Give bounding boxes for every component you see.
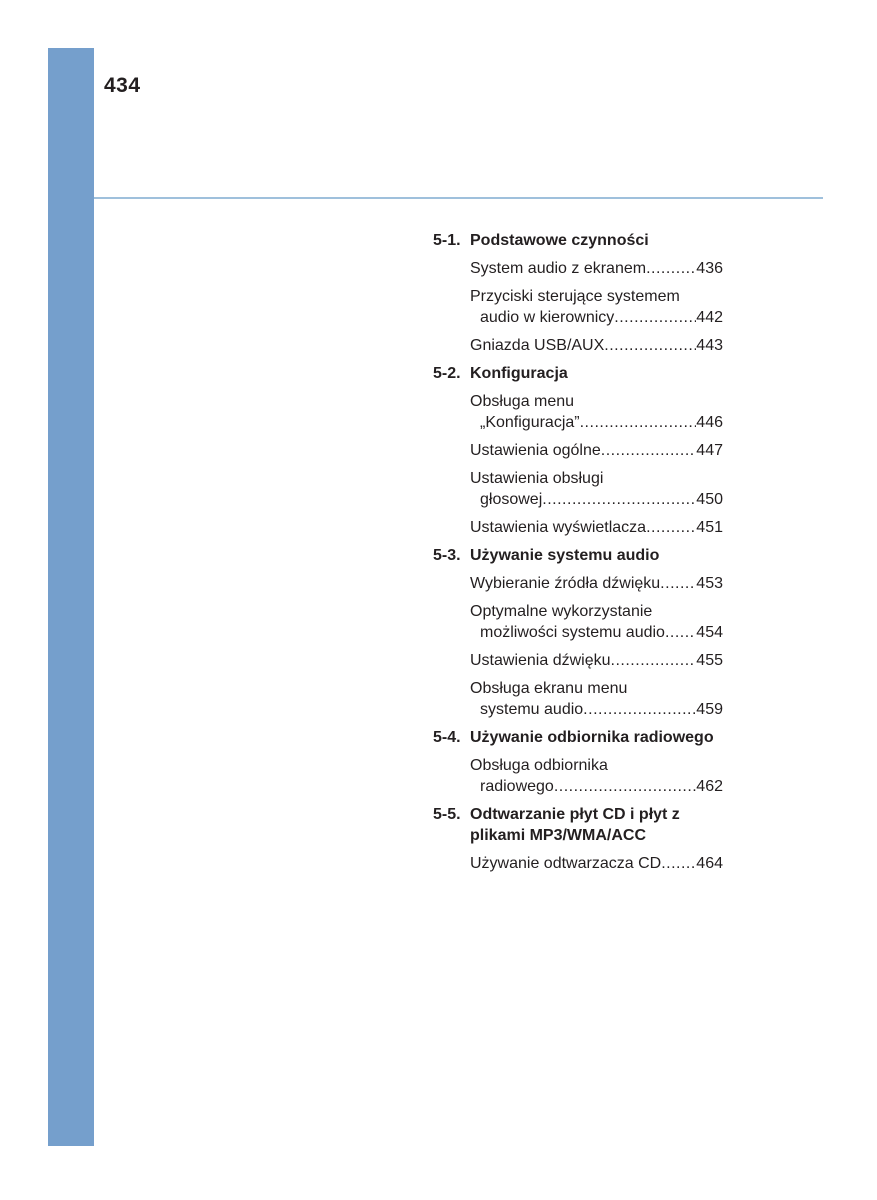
table-of-contents [433,230,723,874]
chapter-sidebar-bar [48,48,94,1146]
dot-leader [554,776,696,797]
toc-entry-page: 464 [696,855,723,872]
toc-entry-page: 451 [696,519,723,536]
toc-entry-page: 454 [696,624,723,641]
toc-entry-title-continued: systemu audio [480,701,584,718]
toc-entry-page: 436 [696,260,723,277]
toc-section-heading[interactable] [433,363,723,384]
toc-entry-page: 447 [696,442,723,459]
toc-section-number: 5-5. [433,806,461,823]
toc-entry-page: 462 [696,778,723,795]
toc-section-title: Używanie systemu audio [470,547,660,564]
dot-leader [580,412,697,433]
dot-leader [583,699,696,720]
header-rule [94,197,823,199]
toc-entry-title: Optymalne wykorzystanie [470,603,653,620]
toc-entry-title: Używanie odtwarzacza CD [470,855,662,872]
toc-section-heading[interactable] [433,804,723,846]
dot-leader [660,573,696,594]
toc-entry[interactable] [470,335,723,356]
dot-leader [604,335,696,356]
toc-entry[interactable] [470,650,723,671]
toc-entry[interactable] [470,601,723,643]
toc-section-title: Podstawowe czynności [470,232,649,249]
toc-section-number: 5-3. [433,547,461,564]
toc-entry-page: 450 [696,491,723,508]
toc-entry[interactable] [470,755,723,797]
dot-leader [614,307,696,328]
dot-leader [542,489,696,510]
toc-entry-title: Obsługa odbiornika [470,757,608,774]
toc-entry-title: Obsługa menu [470,393,575,410]
toc-entry-title-continued: możliwości systemu audio [480,624,665,641]
toc-section-number: 5-4. [433,729,461,746]
toc-entry-title: Obsługa ekranu menu [470,680,628,697]
page-number: 434 [104,74,141,97]
toc-entry-title: Ustawienia wyświetlacza [470,519,647,536]
toc-section-title: Używanie odbiornika radiowego [470,729,714,746]
toc-entry[interactable] [470,573,723,594]
dot-leader [665,622,696,643]
toc-entry-page: 442 [696,309,723,326]
toc-section-number: 5-1. [433,232,461,249]
toc-section-heading[interactable] [433,545,723,566]
toc-entry-title: System audio z ekranem [470,260,647,277]
toc-section-title: Odtwarzanie płyt CD i płyt z plikami MP3/WMA/ACC [470,806,680,844]
toc-entry-title-continued: „Konfiguracja” [480,414,580,431]
dot-leader [646,517,696,538]
toc-entry[interactable] [470,391,723,433]
dot-leader [646,258,696,279]
toc-entry-title-continued: audio w kierownicy [480,309,615,326]
dot-leader [601,440,697,461]
toc-entry-title: Ustawienia obsługi [470,470,604,487]
toc-entry[interactable] [470,440,723,461]
toc-section-heading[interactable] [433,727,723,748]
toc-entry-title: Ustawienia dźwięku [470,652,611,669]
toc-section-number: 5-2. [433,365,461,382]
toc-entry[interactable] [470,517,723,538]
toc-entry-title: Gniazda USB/AUX [470,337,605,354]
toc-entry-title: Wybieranie źródła dźwięku [470,575,661,592]
toc-entry[interactable] [470,853,723,874]
toc-entry-title: Przyciski sterujące systemem [470,288,680,305]
dot-leader [661,853,696,874]
toc-entry-title-continued: radiowego [480,778,554,795]
toc-entry-page: 459 [696,701,723,718]
toc-entry[interactable] [470,286,723,328]
toc-entry[interactable] [470,468,723,510]
toc-entry-page: 455 [696,652,723,669]
toc-entry[interactable] [470,678,723,720]
toc-entry[interactable] [470,258,723,279]
toc-section-heading[interactable] [433,230,723,251]
toc-entry-page: 443 [696,337,723,354]
toc-entry-title-continued: głosowej [480,491,543,508]
toc-entry-title: Ustawienia ogólne [470,442,601,459]
toc-section-title: Konfiguracja [470,365,568,382]
dot-leader [611,650,697,671]
toc-entry-page: 446 [696,414,723,431]
toc-entry-page: 453 [696,575,723,592]
